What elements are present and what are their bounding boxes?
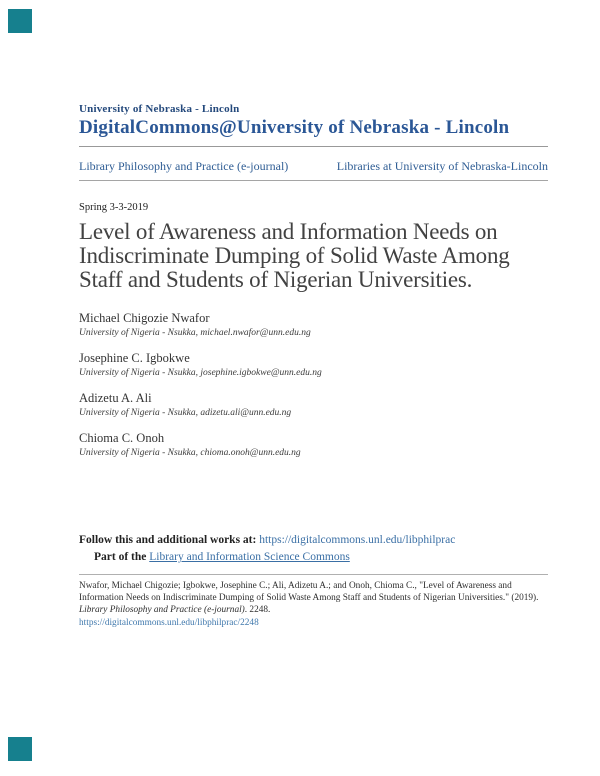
- commons-link[interactable]: Library and Information Science Commons: [149, 551, 350, 563]
- corner-marker-top: [8, 9, 32, 33]
- citation-divider: [79, 574, 548, 575]
- institution-name: University of Nebraska - Lincoln: [79, 103, 240, 115]
- header-divider: [79, 146, 548, 147]
- citation-number: . 2248.: [244, 605, 271, 615]
- author-block: [79, 351, 548, 378]
- citation-link[interactable]: https://digitalcommons.unl.edu/libphilprac/2248: [79, 618, 259, 628]
- nav-divider: [79, 180, 548, 181]
- author-name: Michael Chigozie Nwafor: [79, 311, 210, 325]
- article-title: Level of Awareness and Information Needs on Indiscriminate Dumping of Solid Waste Among Staff and Students of Nigerian Universities.: [79, 219, 510, 292]
- nav-row: [79, 159, 548, 174]
- page-content: [79, 0, 548, 776]
- repository-title: DigitalCommons@University of Nebraska - Lincoln: [79, 117, 510, 138]
- author-list: [79, 311, 548, 471]
- part-of-text: Part of the: [94, 551, 150, 563]
- follow-works-link[interactable]: https://digitalcommons.unl.edu/libphilprac: [259, 534, 456, 546]
- author-name: Adizetu A. Ali: [79, 391, 152, 405]
- citation-journal-italic: Library Philosophy and Practice (e-journal): [79, 605, 245, 615]
- follow-text: Follow this and additional works at:: [79, 534, 260, 546]
- citation-text: Nwafor, Michael Chigozie; Igbokwe, Josephine C.; Ali, Adizetu A.; and Onoh, Chioma C., "Level of Awareness and Information Needs on Indiscriminate Dumping of Solid Waste Among Staff and Students of Nigerian Universities." (2019).: [79, 581, 539, 603]
- corner-marker-bottom: [8, 737, 32, 761]
- author-affiliation: University of Nigeria - Nsukka, josephine.igbokwe@unn.edu.ng: [79, 368, 322, 378]
- author-name: Chioma C. Onoh: [79, 431, 165, 445]
- author-block: [79, 391, 548, 418]
- citation-block: [79, 580, 548, 629]
- publication-date: Spring 3-3-2019: [79, 202, 149, 213]
- part-of-line: [79, 551, 548, 563]
- author-block: [79, 311, 548, 338]
- author-block: [79, 431, 548, 458]
- author-affiliation: University of Nigeria - Nsukka, michael.nwafor@unn.edu.ng: [79, 328, 311, 338]
- author-name: Josephine C. Igbokwe: [79, 351, 190, 365]
- follow-section: [79, 534, 548, 563]
- masthead: [79, 103, 548, 139]
- author-affiliation: University of Nigeria - Nsukka, adizetu.ali@unn.edu.ng: [79, 408, 292, 418]
- nav-link-libraries[interactable]: Libraries at University of Nebraska-Lincoln: [336, 159, 548, 173]
- author-affiliation: University of Nigeria - Nsukka, chioma.onoh@unn.edu.ng: [79, 448, 301, 458]
- nav-link-journal[interactable]: Library Philosophy and Practice (e-journal): [79, 159, 289, 173]
